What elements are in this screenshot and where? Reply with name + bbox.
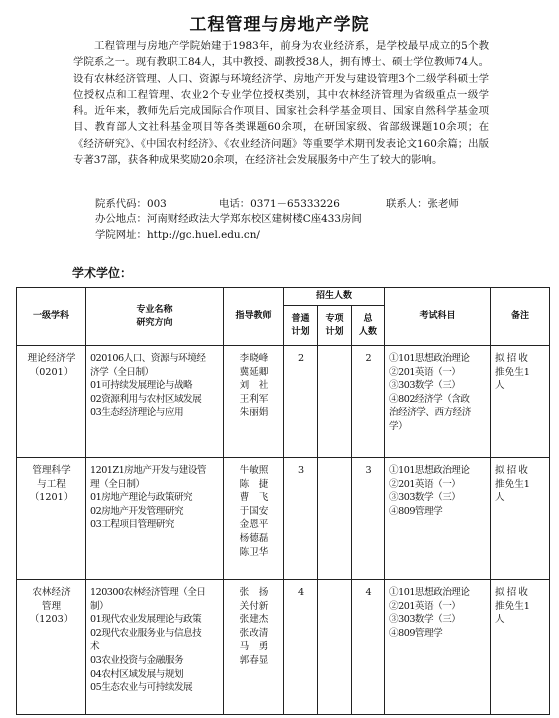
table-row (17, 346, 550, 458)
discipline-cell: 农林经济 管理 （1203） (17, 580, 86, 715)
phone-number: 电话：0371－65333226 (219, 198, 340, 210)
advisor-cell: 牛敏照 陈 捷 曹 飞 于国安 金恩平 杨德磊 陈卫华 (224, 458, 284, 580)
total-cell: 4 (352, 580, 385, 715)
header-enrollment: 招生人数 (284, 288, 385, 306)
advisor-cell: 李晓峰 冀延卿 刘 社 王利军 朱丽娟 (224, 346, 284, 458)
header-notes: 备注 (491, 288, 550, 346)
major-cell: 020106人口、资源与环境经 济学（全日制） 01可持续发展理论与战略 02资源利用与农村区域发展 03生态经济理论与应用 (86, 346, 224, 458)
office-address: 办公地点：河南财经政法大学郑东校区建树楼C座433房间 (95, 213, 362, 225)
notes-cell: 拟招收 推免生1 人 (491, 458, 550, 580)
regular-plan-cell: 2 (284, 346, 318, 458)
major-cell: 120300农林经济管理（全日 制） 01现代农业发展理论与政策 02现代农业服务业与信息技 术 03农业投资与金融服务 04农村区域发展与规划 05生态农业与可持续发展 (86, 580, 224, 715)
header-advisor: 指导教师 (224, 288, 284, 346)
header-special-plan: 专项 计划 (318, 306, 352, 346)
major-cell: 1201Z1房地产开发与建设管 理（全日制） 01房地产理论与政策研究 02房地产开发管理研究 03工程项目管理研究 (86, 458, 224, 580)
header-discipline: 一级学科 (17, 288, 86, 346)
exam-cell: ①101思想政治理论 ②201英语（一） ③303数学（三） ④809管理学 (385, 580, 491, 715)
header-regular-plan: 普通 计划 (284, 306, 318, 346)
regular-plan-cell: 3 (284, 458, 318, 580)
contact-person: 联系人：张老师 (386, 198, 459, 210)
special-plan-cell (318, 580, 352, 715)
table-row (17, 580, 550, 715)
header-total: 总 人数 (352, 306, 385, 346)
exam-cell: ①101思想政治理论 ②201英语（一） ③303数学（三） ④809管理学 (385, 458, 491, 580)
total-cell: 3 (352, 458, 385, 580)
college-introduction: 工程管理与房地产学院始建于1983年，前身为农业经济系，是学校最早成立的5个教学院系之一。现有教职工84人，其中教授、副教授38人，拥有博士、硕士学位教师74人。设有农林经济管理、人口、资源与环境经济学、房地产开发与建设管理3个二级学科硕士学位授权点和工程管理、农业2个专业学位授权类别，其中农林经济管理为省级重点一级学科。近年来，教师先后完成国际合作项目、国家社会科学基金项目、国家自然科学基金项目、教育部人文社科基金项目等各类课题60余项，在研国家级、省部级课题10余项；在《经济研究》、《中国农村经济》、《农业经济问题》等重要学术期刊发表论文160余篇；出版专著37部，获各种成果奖励20余项，在经济社会发展服务中产生了较大的影响。 (73, 40, 489, 167)
page-title: 工程管理与房地产学院 (189, 15, 370, 35)
section-title: 学术学位： (72, 266, 133, 280)
exam-cell: ①101思想政治理论 ②201英语（一） ③303数学（三） ④802经济学（含政 治经济学、西方经济 学） (385, 346, 491, 458)
table-row (17, 458, 550, 580)
department-code: 院系代码：003 (95, 198, 167, 210)
header-major: 专业名称 研究方向 (86, 288, 224, 346)
special-plan-cell (318, 458, 352, 580)
notes-cell: 拟招收 推免生1 人 (491, 346, 550, 458)
admissions-table (16, 287, 550, 715)
notes-cell: 拟招收 推免生1 人 (491, 580, 550, 715)
college-website: 学院网址：http://gc.huel.edu.cn/ (95, 229, 260, 241)
discipline-cell: 理论经济学 （0201） (17, 346, 86, 458)
header-exam-subjects: 考试科目 (385, 288, 491, 346)
discipline-cell: 管理科学 与工程 （1201） (17, 458, 86, 580)
regular-plan-cell: 4 (284, 580, 318, 715)
special-plan-cell (318, 346, 352, 458)
advisor-cell: 张 扬 关付新 张建杰 张改清 马 勇 郭春显 (224, 580, 284, 715)
total-cell: 2 (352, 346, 385, 458)
